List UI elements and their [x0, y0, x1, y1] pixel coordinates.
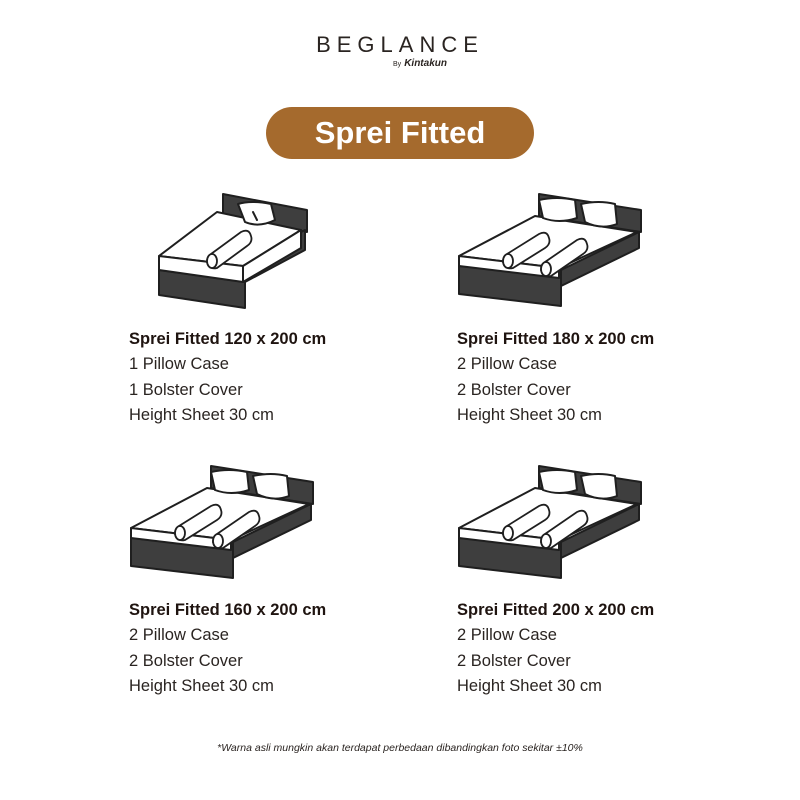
product-pillow: 2 Pillow Case — [129, 626, 229, 644]
product-title: Sprei Fitted 120 x 200 cm — [129, 330, 327, 348]
product-title: Sprei Fitted 180 x 200 cm — [457, 330, 655, 348]
product-title: Sprei Fitted 160 x 200 cm — [129, 601, 327, 619]
brand-sublogo — [40, 58, 800, 69]
product-pillow: 2 Pillow Case — [457, 355, 557, 373]
product-pillow: 1 Pillow Case — [129, 355, 229, 373]
product-height: Height Sheet 30 cm — [457, 677, 602, 695]
title-banner: Sprei Fitted — [266, 107, 534, 159]
footnote: *Warna asli mungkin akan terdapat perbedaan dibandingkan foto sekitar ±10% — [217, 742, 583, 754]
product-card-180 — [457, 327, 757, 429]
product-card-120 — [129, 327, 429, 429]
product-bolster: 2 Bolster Cover — [457, 380, 571, 399]
bed-illustration-double-icon — [455, 462, 645, 584]
product-height: Height Sheet 30 cm — [457, 406, 602, 424]
bed-illustration-single-icon — [155, 190, 315, 312]
product-card-200 — [457, 598, 757, 700]
brand-by: By — [393, 61, 402, 68]
product-height: Height Sheet 30 cm — [129, 406, 274, 424]
product-card-160 — [129, 598, 429, 700]
product-title: Sprei Fitted 200 x 200 cm — [457, 601, 655, 619]
product-height: Height Sheet 30 cm — [129, 677, 274, 695]
product-bolster: 2 Bolster Cover — [129, 651, 243, 670]
brand-header — [0, 32, 800, 69]
brand-kintakun: Kintakun — [404, 58, 447, 69]
product-bolster: 1 Bolster Cover — [129, 380, 243, 399]
brand-logo: BEGLANCE — [316, 32, 484, 57]
bed-illustration-double-icon — [455, 190, 645, 312]
bed-illustration-double-icon — [127, 462, 317, 584]
product-pillow: 2 Pillow Case — [457, 626, 557, 644]
product-bolster: 2 Bolster Cover — [457, 651, 571, 670]
